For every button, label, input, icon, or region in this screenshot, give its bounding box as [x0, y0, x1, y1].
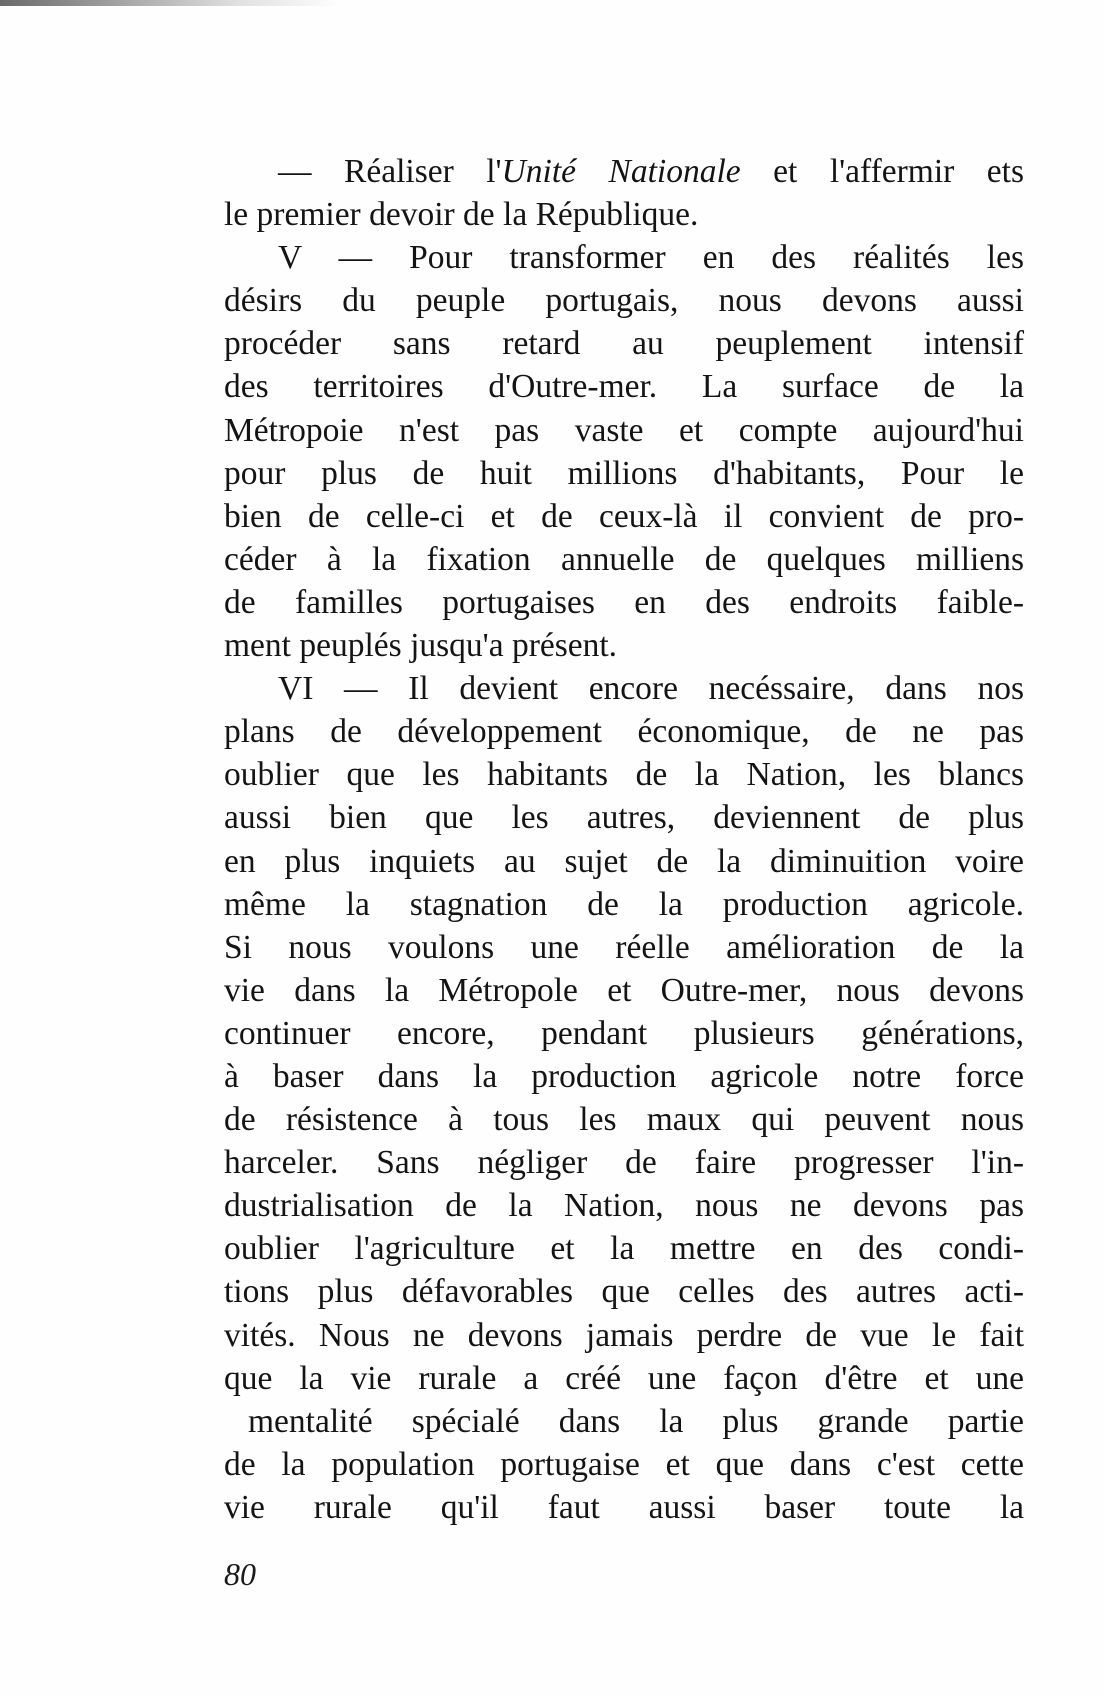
text-line: continuer encore, pendant plusieurs générations,	[224, 1014, 1024, 1052]
text-line: vie dans la Métropole et Outre-mer, nous devons	[224, 971, 1024, 1009]
text-line: de résistence à tous les maux qui peuvent nous	[224, 1101, 1024, 1139]
text-line: VI — Il devient encore necéssaire, dans nos	[278, 670, 1024, 708]
text-line: bien de celle-ci et de ceux-là il convient de pro-	[224, 497, 1024, 535]
text-line: à baser dans la production agricole notre force	[224, 1057, 1024, 1095]
text-line: vie rurale qu'il faut aussi baser toute la	[224, 1488, 1024, 1526]
text-line: — Réaliser l'Unité Nationale et l'affermir ets	[278, 153, 1024, 190]
text-line: Métropoie n'est pas vaste et compte aujourd'hui	[224, 411, 1024, 449]
text-line: désirs du peuple portugais, nous devons aussi	[224, 282, 1024, 320]
emphasis-unite-nationale: Unité Nationale	[501, 153, 741, 190]
body-text	[224, 150, 1024, 1529]
text-line: de familles portugaises en des endroits faible-	[224, 583, 1024, 621]
text-line: en plus inquiets au sujet de la diminuition voire	[224, 842, 1024, 880]
text-line: procéder sans retard au peuplement intensif	[224, 325, 1024, 363]
text-line: mentalité spécialé dans la plus grande partie	[248, 1402, 1024, 1440]
text-line: aussi bien que les autres, deviennent de plus	[224, 799, 1024, 837]
text-line: Si nous voulons une réelle amélioration de la	[224, 928, 1024, 966]
page-number: 80	[224, 1556, 256, 1592]
text-line: le premier devoir de la République.	[224, 196, 699, 234]
text-line: pour plus de huit millions d'habitants, Pour le	[224, 454, 1024, 492]
text-line: oublier l'agriculture et la mettre en des condi-	[224, 1230, 1024, 1268]
text-line: vités. Nous ne devons jamais perdre de vue le fait	[224, 1316, 1024, 1354]
scan-edge-mark	[0, 0, 340, 6]
text-line: même la stagnation de la production agricole.	[224, 885, 1024, 923]
text-line: des territoires d'Outre-mer. La surface de la	[224, 368, 1024, 406]
text-line: harceler. Sans négliger de faire progresser l'in-	[224, 1144, 1024, 1182]
text-line: plans de développement économique, de ne pas	[224, 713, 1024, 751]
text-line: ment peuplés jusqu'a présent.	[224, 627, 618, 665]
text-line: V — Pour transformer en des réalités les	[278, 239, 1024, 277]
text-line: de la population portugaise et que dans c'est cette	[224, 1445, 1024, 1483]
text-line: céder à la fixation annuelle de quelques milliens	[224, 540, 1024, 578]
text-line: tions plus défavorables que celles des autres acti-	[224, 1273, 1024, 1311]
text-line: que la vie rurale a créé une façon d'être et une	[224, 1359, 1024, 1397]
text-line: dustrialisation de la Nation, nous ne devons pas	[224, 1187, 1024, 1225]
text-line: oublier que les habitants de la Nation, les blancs	[224, 756, 1024, 794]
